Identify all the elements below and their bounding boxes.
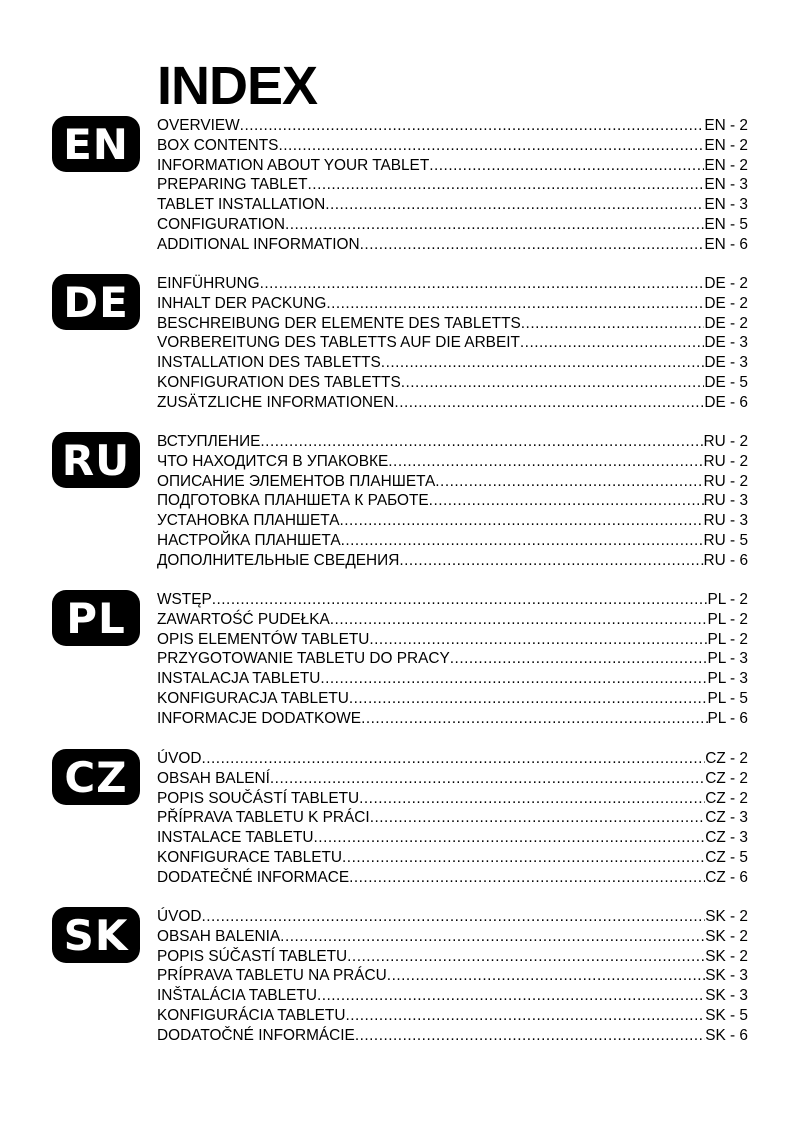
toc-entry-page: SK - 2 <box>705 947 748 965</box>
toc-entry-label: OPIS ELEMENTÓW TABLETU <box>157 630 370 648</box>
toc-entry-label: INSTALACJA TABLETU <box>157 670 321 688</box>
toc-entry[interactable] <box>157 649 748 669</box>
toc-list-sk <box>157 907 748 1046</box>
toc-entry-label: KONFIGURÁCIA TABLETU <box>157 1006 346 1024</box>
toc-entry-page: CZ - 6 <box>705 868 748 886</box>
toc-entry-page: EN - 2 <box>704 117 748 134</box>
toc-entry[interactable] <box>157 610 748 630</box>
toc-entry-label: POPIS SÚČASTÍ TABLETU <box>157 947 348 965</box>
toc-entry-label: DODATEČNÉ INFORMACE <box>157 868 350 886</box>
toc-entry[interactable] <box>157 136 748 156</box>
toc-entry-label: WSTĘP <box>157 591 212 608</box>
toc-entry-label: ÚVOD <box>157 908 202 925</box>
toc-entry-label: ЧТО НАХОДИТСЯ В УПАКОВКЕ <box>157 452 389 470</box>
toc-entry-page: EN - 3 <box>704 196 748 214</box>
dot-leader <box>325 195 704 215</box>
page-title: INDEX <box>157 56 318 116</box>
toc-entry-page: DE - 2 <box>704 294 748 312</box>
toc-entry[interactable] <box>157 689 748 709</box>
toc-entry-label: TABLET INSTALLATION <box>157 196 326 214</box>
toc-entry-label: INŠTALÁCIA TABLETU <box>157 987 317 1005</box>
toc-entry-page: DE - 5 <box>704 373 748 391</box>
dot-leader <box>399 551 703 571</box>
toc-entry[interactable] <box>157 274 748 294</box>
dot-leader <box>270 769 705 789</box>
toc-entry-label: ОПИСАНИЕ ЭЛЕМЕНТОВ ПЛАНШЕТА <box>157 472 436 490</box>
toc-entry-label: INHALT DER PACKUNG <box>157 294 327 312</box>
toc-entry[interactable] <box>157 353 748 373</box>
toc-entry-page: RU - 2 <box>703 433 748 450</box>
toc-entry-label: НАСТРОЙКА ПЛАНШЕТА <box>157 531 341 549</box>
dot-leader <box>360 235 705 255</box>
toc-entry-label: KONFIGURACE TABLETU <box>157 848 343 866</box>
dot-leader <box>369 630 707 650</box>
toc-entry[interactable] <box>157 927 748 947</box>
dot-leader <box>330 610 708 630</box>
toc-entry-page: DE - 3 <box>704 334 748 352</box>
toc-entry-page: DE - 2 <box>704 314 748 332</box>
dot-leader <box>429 156 704 176</box>
toc-entry[interactable] <box>157 116 748 136</box>
toc-entry-page: CZ - 3 <box>705 809 748 827</box>
toc-entry[interactable] <box>157 294 748 314</box>
toc-entry[interactable] <box>157 235 748 255</box>
dot-leader <box>521 314 705 334</box>
language-badge-ru: RU <box>52 432 140 488</box>
toc-entry-page: PL - 3 <box>707 670 748 688</box>
dot-leader <box>280 927 705 947</box>
toc-entry-label: OBSAH BALENÍ <box>157 769 270 787</box>
toc-entry-page: EN - 3 <box>704 176 748 194</box>
toc-entry-label: INFORMATION ABOUT YOUR TABLET <box>157 156 430 174</box>
toc-entry-label: INSTALLATION DES TABLETTS <box>157 354 381 372</box>
toc-entry-page: RU - 3 <box>703 492 748 510</box>
toc-list-en <box>157 116 748 255</box>
toc-entry-label: KONFIGURACJA TABLETU <box>157 689 349 707</box>
toc-entry[interactable] <box>157 590 748 610</box>
language-badge-sk: SK <box>52 907 140 963</box>
dot-leader <box>201 749 705 769</box>
toc-list-de <box>157 274 748 413</box>
toc-entry[interactable] <box>157 511 748 531</box>
dot-leader <box>260 274 705 294</box>
toc-entry-label: INFORMACJE DODATKOWE <box>157 709 362 727</box>
toc-entry-page: SK - 5 <box>705 1006 748 1024</box>
toc-entry-label: ПОДГОТОВКА ПЛАНШЕТА К РАБОТЕ <box>157 492 429 510</box>
toc-entry-label: PŘÍPRAVA TABLETU K PRÁCI <box>157 809 370 827</box>
dot-leader <box>435 472 703 492</box>
toc-entry-label: ZUSÄTZLICHE INFORMATIONEN <box>157 393 395 411</box>
toc-entry-page: RU - 3 <box>703 512 748 530</box>
toc-entry-label: DODATOČNÉ INFORMÁCIE <box>157 1026 355 1044</box>
toc-entry-page: CZ - 2 <box>705 750 748 767</box>
toc-entry[interactable] <box>157 215 748 235</box>
toc-entry[interactable] <box>157 1026 748 1046</box>
toc-entry[interactable] <box>157 373 748 393</box>
dot-leader <box>370 808 706 828</box>
toc-entry-page: RU - 2 <box>703 472 748 490</box>
toc-entry[interactable] <box>157 669 748 689</box>
toc-entry[interactable] <box>157 709 748 729</box>
dot-leader <box>388 452 703 472</box>
toc-entry-label: ADDITIONAL INFORMATION <box>157 235 360 253</box>
dot-leader <box>349 868 705 888</box>
toc-entry[interactable] <box>157 491 748 511</box>
toc-entry-page: CZ - 2 <box>705 789 748 807</box>
toc-entry-page: CZ - 2 <box>705 769 748 787</box>
toc-entry-page: PL - 3 <box>707 650 748 668</box>
toc-entry-label: POPIS SOUČÁSTÍ TABLETU <box>157 789 360 807</box>
toc-entry[interactable] <box>157 828 748 848</box>
language-badge-pl: PL <box>52 590 140 646</box>
toc-entry[interactable] <box>157 195 748 215</box>
toc-entry-page: SK - 3 <box>705 967 748 985</box>
toc-entry[interactable] <box>157 947 748 967</box>
toc-entry[interactable] <box>157 333 748 353</box>
toc-entry-page: DE - 2 <box>704 275 748 292</box>
toc-entry-label: PRÍPRAVA TABLETU NA PRÁCU <box>157 967 387 985</box>
toc-entry-page: PL - 2 <box>707 591 748 608</box>
toc-entry-label: ZAWARTOŚĆ PUDEŁKA <box>157 610 330 628</box>
dot-leader <box>339 511 703 531</box>
dot-leader <box>314 828 706 848</box>
language-badge-cz: CZ <box>52 749 140 805</box>
toc-entry[interactable] <box>157 789 748 809</box>
toc-entry-label: CONFIGURATION <box>157 215 285 233</box>
toc-entry[interactable] <box>157 808 748 828</box>
toc-entry-page: SK - 2 <box>705 927 748 945</box>
toc-entry-page: PL - 5 <box>707 689 748 707</box>
toc-entry-label: EINFÜHRUNG <box>157 275 260 292</box>
dot-leader <box>381 353 705 373</box>
toc-entry[interactable] <box>157 1006 748 1026</box>
dot-leader <box>429 491 704 511</box>
toc-entry-page: SK - 6 <box>705 1026 748 1044</box>
toc-entry-page: SK - 3 <box>705 987 748 1005</box>
toc-entry-page: CZ - 5 <box>705 848 748 866</box>
toc-entry-page: EN - 2 <box>704 136 748 154</box>
dot-leader <box>212 590 708 610</box>
toc-entry[interactable] <box>157 314 748 334</box>
toc-entry[interactable] <box>157 531 748 551</box>
toc-entry-page: EN - 2 <box>704 156 748 174</box>
toc-entry-page: DE - 3 <box>704 354 748 372</box>
dot-leader <box>285 215 704 235</box>
toc-entry[interactable] <box>157 551 748 571</box>
toc-entry-label: OBSAH BALENIA <box>157 927 281 945</box>
dot-leader <box>201 907 705 927</box>
dot-leader <box>387 966 705 986</box>
dot-leader <box>520 333 704 353</box>
language-badge-de: DE <box>52 274 140 330</box>
language-badge-en: EN <box>52 116 140 172</box>
toc-entry-label: KONFIGURATION DES TABLETTS <box>157 373 401 391</box>
toc-entry-page: PL - 6 <box>707 709 748 727</box>
toc-entry-page: RU - 2 <box>703 452 748 470</box>
toc-entry-page: RU - 5 <box>703 531 748 549</box>
toc-entry-label: BOX CONTENTS <box>157 136 279 154</box>
dot-leader <box>450 649 708 669</box>
toc-entry[interactable] <box>157 156 748 176</box>
dot-leader <box>326 294 704 314</box>
toc-entry-label: ВСТУПЛЕНИЕ <box>157 433 261 450</box>
toc-entry[interactable] <box>157 907 748 927</box>
toc-entry-label: VORBEREITUNG DES TABLETTS AUF DIE ARBEIT <box>157 334 520 352</box>
dot-leader <box>260 432 703 452</box>
toc-list-ru <box>157 432 748 571</box>
toc-entry-label: УСТАНОВКА ПЛАНШЕТА <box>157 512 340 530</box>
toc-entry-label: ÚVOD <box>157 750 202 767</box>
toc-entry[interactable] <box>157 986 748 1006</box>
toc-entry[interactable] <box>157 393 748 413</box>
dot-leader <box>394 393 704 413</box>
dot-leader <box>359 789 705 809</box>
toc-list-cz <box>157 749 748 888</box>
dot-leader <box>317 986 705 1006</box>
dot-leader <box>278 136 704 156</box>
dot-leader <box>308 175 705 195</box>
toc-entry-label: BESCHREIBUNG DER ELEMENTE DES TABLETTS <box>157 314 521 332</box>
toc-entry-page: CZ - 3 <box>705 829 748 847</box>
toc-entry-page: PL - 2 <box>707 610 748 628</box>
toc-entry[interactable] <box>157 472 748 492</box>
dot-leader <box>361 709 707 729</box>
toc-entry[interactable] <box>157 432 748 452</box>
toc-entry-label: INSTALACE TABLETU <box>157 829 314 847</box>
dot-leader <box>342 848 705 868</box>
toc-entry-label: PRZYGOTOWANIE TABLETU DO PRACY <box>157 650 450 668</box>
toc-entry[interactable] <box>157 452 748 472</box>
dot-leader <box>320 669 707 689</box>
dot-leader <box>401 373 705 393</box>
dot-leader <box>355 1026 705 1046</box>
toc-entry[interactable] <box>157 630 748 650</box>
dot-leader <box>347 947 705 967</box>
toc-entry[interactable] <box>157 868 748 888</box>
toc-entry-label: OVERVIEW <box>157 117 240 134</box>
dot-leader <box>349 689 708 709</box>
toc-entry-label: PREPARING TABLET <box>157 176 308 194</box>
toc-entry[interactable] <box>157 175 748 195</box>
toc-entry[interactable] <box>157 848 748 868</box>
toc-entry-page: EN - 6 <box>704 235 748 253</box>
toc-entry[interactable] <box>157 749 748 769</box>
toc-entry[interactable] <box>157 966 748 986</box>
toc-entry-label: ДОПОЛНИТЕЛЬНЫЕ СВЕДЕНИЯ <box>157 551 400 569</box>
dot-leader <box>240 116 705 136</box>
toc-entry[interactable] <box>157 769 748 789</box>
toc-entry-page: PL - 2 <box>707 630 748 648</box>
toc-list-pl <box>157 590 748 729</box>
toc-entry-page: EN - 5 <box>704 215 748 233</box>
toc-entry-page: RU - 6 <box>703 551 748 569</box>
dot-leader <box>341 531 704 551</box>
toc-entry-page: DE - 6 <box>704 393 748 411</box>
toc-entry-page: SK - 2 <box>705 908 748 925</box>
dot-leader <box>345 1006 705 1026</box>
